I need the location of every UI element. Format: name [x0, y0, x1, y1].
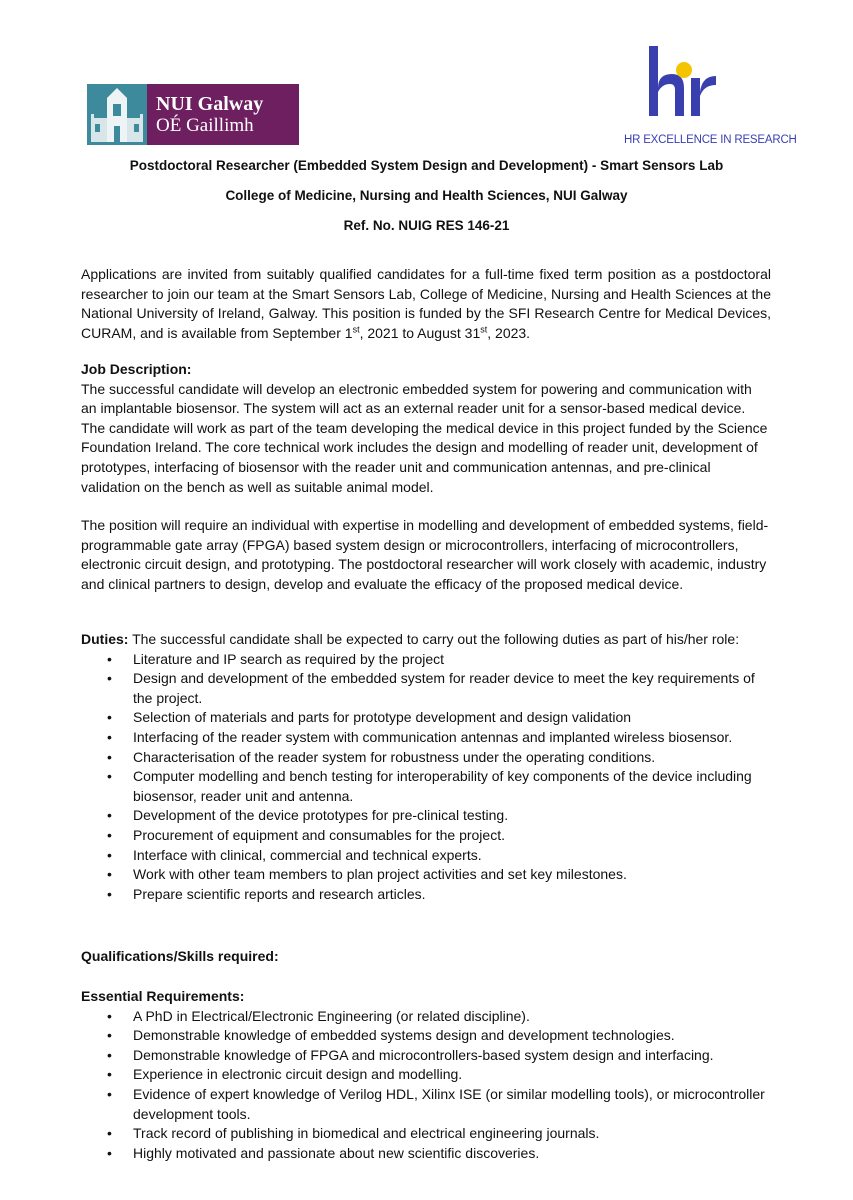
- bullet-icon: •: [107, 748, 112, 765]
- list-item: • Demonstrable knowledge of embedded systems design and development technologies.: [81, 1026, 771, 1046]
- hr-caption: HR EXCELLENCE IN RESEARCH: [624, 134, 797, 146]
- nui-logo-line2: OÉ Gaillimh: [156, 114, 254, 136]
- bullet-icon: •: [107, 1144, 112, 1161]
- bullet-icon: •: [107, 1027, 112, 1044]
- duties-intro: The successful candidate shall be expected to carry out the following duties as part of his/her role:: [128, 631, 740, 647]
- qualifications-heading-block: [81, 947, 771, 967]
- qualifications-heading: Qualifications/Skills required:: [81, 948, 279, 964]
- list-item: • Selection of materials and parts for prototype development and design validation: [81, 708, 771, 728]
- list-item: • Work with other team members to plan project activities and set key milestones.: [81, 865, 771, 885]
- list-item: • Design and development of the embedded system for reader device to meet the key requirements of the project.: [107, 670, 755, 706]
- job-description-paragraph-2-block: [81, 516, 771, 594]
- list-item: • Development of the device prototypes for pre-clinical testing.: [81, 806, 771, 826]
- bullet-icon: •: [107, 1066, 112, 1083]
- hr-mark-icon: [620, 44, 760, 134]
- bullet-icon: •: [107, 807, 112, 824]
- nui-galway-logo: [87, 84, 299, 145]
- job-description-paragraph-1: The successful candidate will develop an electronic embedded system for powering and communication with an implantable biosensor. The system will act as an external reader unit for a sensor-based medical device. The candidate will work as part of the team developing the medical device in this project funded by the Science Foundation Ireland. The core technical work includes the design and modelling of reader unit, development of prototypes, interfacing of biosensor with the reader unit and communication antennas, and pre-clinical validation on the bench as well as suitable animal model.: [81, 380, 768, 495]
- bullet-icon: •: [107, 885, 112, 902]
- list-item: • Prepare scientific reports and research articles.: [81, 885, 771, 905]
- list-item: • Procurement of equipment and consumables for the project.: [81, 826, 771, 846]
- list-item: • A PhD in Electrical/Electronic Engineering (or related discipline).: [81, 1007, 771, 1027]
- bullet-icon: •: [107, 650, 112, 667]
- list-item: • Demonstrable knowledge of FPGA and microcontrollers-based system design and interfacing.: [81, 1046, 771, 1066]
- intro-mid: , 2021 to August 31: [359, 324, 481, 341]
- bullet-icon: •: [107, 826, 112, 843]
- list-item: • Interface with clinical, commercial and technical experts.: [81, 846, 771, 866]
- bullet-icon: •: [107, 670, 112, 687]
- bullet-icon: •: [107, 709, 112, 726]
- job-description-paragraph-2: The position will require an individual with expertise in modelling and development of embedded systems, field-programmable gate array (FPGA) based system design or microcontrollers, interfacing of microcontrollers, electronic circuit design, and prototyping. The postdoctoral researcher will work closely with academic, industry and clinical partners to design, develop and evaluate the efficacy of the proposed medical device.: [81, 517, 769, 592]
- duties-heading: Duties:: [81, 631, 129, 647]
- list-item: • Computer modelling and bench testing for interoperability of key components of the device including biosensor, reader unit and antenna.: [107, 768, 752, 804]
- job-title: Postdoctoral Researcher (Embedded System Design and Development) - Smart Sensors Lab: [129, 158, 724, 173]
- intro-paragraph: [81, 265, 771, 343]
- list-item: • Characterisation of the reader system for robustness under the operating conditions.: [81, 748, 771, 768]
- essential-requirements-section: [81, 987, 771, 1163]
- duties-section: [81, 630, 771, 904]
- essential-requirements-heading: Essential Requirements:: [81, 988, 245, 1004]
- intro-sup-2: st: [480, 324, 488, 335]
- bullet-icon: •: [107, 866, 112, 883]
- list-item: • Interfacing of the reader system with communication antennas and implanted wireless biosensor.: [81, 728, 771, 748]
- essential-requirements-list: [81, 1007, 771, 1164]
- list-item: • Evidence of expert knowledge of Verilog HDL, Xilinx ISE (or similar modelling tools), or microcontroller development tools.: [107, 1085, 765, 1122]
- bullet-icon: •: [107, 1007, 112, 1024]
- list-item: • Highly motivated and passionate about new scientific discoveries.: [81, 1144, 771, 1164]
- bullet-icon: •: [107, 846, 112, 863]
- job-description-heading: Job Description:: [81, 361, 192, 377]
- list-item: • Track record of publishing in biomedical and electrical engineering journals.: [81, 1124, 771, 1144]
- college-name: College of Medicine, Nursing and Health Sciences, NUI Galway: [225, 188, 628, 203]
- hr-excellence-logo: [620, 44, 797, 152]
- list-item: • Literature and IP search as required by the project: [81, 650, 771, 670]
- reference-number: Ref. No. NUIG RES 146-21: [343, 218, 510, 233]
- job-description-section: [81, 360, 771, 497]
- bullet-icon: •: [107, 728, 112, 745]
- intro-end: , 2023.: [487, 324, 531, 341]
- list-item: • Experience in electronic circuit design and modelling.: [81, 1065, 771, 1085]
- bullet-icon: •: [107, 768, 112, 785]
- intro-text: Applications are invited from suitably qualified candidates for a full-time fixed term position as a postdoctoral researcher to join our team at the Smart Sensors Lab, College of Medicine, Nursing and Health Sciences at the National University of Ireland, Galway. This position is funded by the SFI Research Centre for Medical Devices, CURAM, and is available from September 1: [81, 266, 771, 341]
- bullet-icon: •: [107, 1085, 112, 1102]
- intro-sup-1: st: [352, 324, 360, 335]
- bullet-icon: •: [107, 1046, 112, 1063]
- bullet-icon: •: [107, 1125, 112, 1142]
- quadrangle-tower-icon: [87, 84, 147, 145]
- duties-list: [81, 650, 771, 905]
- nui-logo-line1: NUI Galway: [156, 92, 264, 115]
